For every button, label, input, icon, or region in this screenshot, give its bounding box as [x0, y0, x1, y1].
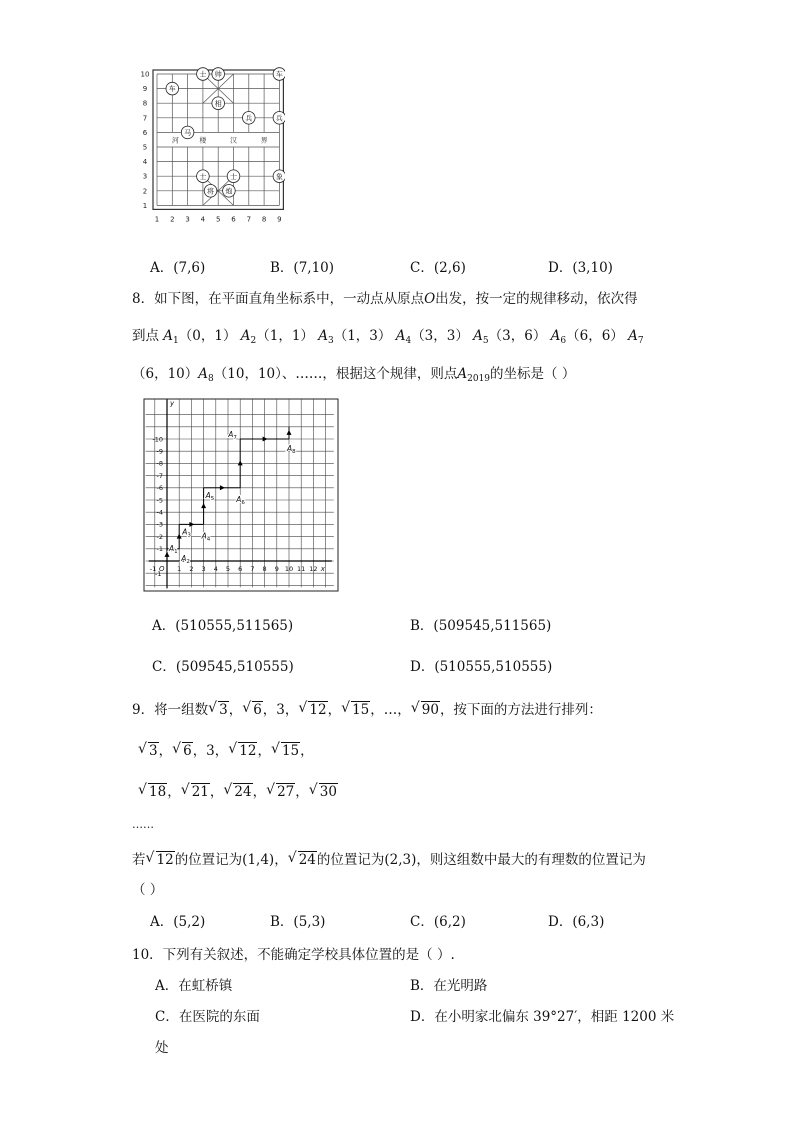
grid-x-tick: 3 — [201, 565, 206, 573]
river-char: 汉 — [230, 136, 237, 145]
grid-y-tick: -7 — [156, 471, 163, 480]
chess-y-tick: 6 — [142, 128, 148, 137]
origin-label: O — [159, 565, 165, 573]
path-arrow — [189, 522, 194, 527]
chess-y-tick: 3 — [142, 172, 148, 181]
q8-stem-line2: 到点 $A_1(0$，1） $A_2(1$，1） $A_3(1$，3） $A_4(3$，3） $A_5(3$，6） $A_6(6$，6） $A_7$ — [132, 328, 644, 346]
chess-x-tick: 8 — [261, 215, 267, 224]
q9-condition: 若√ 12的位置记为(1,4)，√ 24的位置记为(2,3)，则这组数中最大的有理数的位置记为 — [132, 848, 646, 868]
river-char: 楼 — [199, 136, 207, 145]
grid-x-tick: 7 — [250, 565, 255, 573]
chess-piece-label: 士 — [199, 70, 207, 79]
grid-y-tick: -4 — [156, 508, 163, 517]
chess-x-tick: 5 — [215, 215, 221, 224]
point-label: $A_2$ — [181, 553, 190, 565]
chess-piece-label: 车 — [275, 70, 283, 79]
q9-option-b[interactable]: B．(5,3) — [270, 914, 326, 930]
chess-x-tick: 2 — [170, 215, 175, 224]
q8-option-d[interactable]: D．(510555,510555) — [410, 659, 553, 675]
point-label-sub: 8 — [292, 449, 296, 455]
grid-x-tick: 12 — [309, 565, 318, 573]
grid-y-tick: -8 — [156, 459, 163, 468]
point-label: $A_5$ — [205, 490, 215, 502]
q9-stem: 9．将一组数√ 3，√ 6，3，√ 12，√ 15，…，√ 90，按下面的方法进行排列： — [132, 698, 602, 718]
chess-y-tick: 4 — [142, 158, 148, 167]
grid-y-tick: -6 — [156, 484, 163, 493]
chess-x-tick: 1 — [154, 215, 160, 224]
path-arrow — [238, 460, 243, 465]
point-label-sub: 1 — [174, 548, 178, 555]
q10-option-b[interactable]: B．在光明路 — [410, 978, 488, 994]
chess-x-tick: 9 — [277, 215, 282, 224]
point-label: $A_1$ — [169, 543, 178, 555]
chess-y-tick: 2 — [142, 187, 148, 196]
q7-option-c[interactable]: C．(2,6) — [410, 260, 466, 276]
grid-x-tick: 1 — [177, 565, 182, 573]
grid-x-tick: 6 — [238, 565, 243, 573]
q10-option-a[interactable]: A．在虹桥镇 — [155, 978, 233, 994]
chess-y-tick: 5 — [142, 143, 148, 152]
chess-piece-label: 兵 — [275, 114, 283, 123]
q10-option-d[interactable]: D．在小明家北偏东 39°27′，相距 1200 米 — [410, 1009, 675, 1025]
grid-y-tick: -2 — [156, 532, 163, 541]
chess-y-tick: 10 — [140, 70, 150, 79]
neg-y-tick: -1 — [155, 570, 162, 579]
path-arrow — [177, 534, 182, 539]
q8-option-b[interactable]: B．(509545,511565) — [410, 618, 552, 634]
chess-y-tick: 7 — [142, 114, 148, 123]
chess-piece-label: 相 — [214, 99, 222, 108]
grid-x-tick: 9 — [274, 565, 279, 573]
q8-option-c[interactable]: C．(509545,510555) — [152, 659, 294, 675]
point-label: $A_3$ — [182, 527, 191, 539]
point-label-sub: 3 — [187, 532, 191, 539]
chess-piece-label: 将 — [207, 187, 215, 196]
grid-x-tick: 2 — [189, 565, 194, 573]
chess-x-tick: 3 — [185, 215, 190, 224]
point-label: $A_8$ — [287, 444, 296, 455]
path-arrow — [263, 437, 268, 442]
chess-piece-label: 马 — [184, 129, 192, 137]
chess-piece-label: 帅 — [214, 70, 222, 79]
point-label-sub: 5 — [210, 495, 215, 502]
chess-y-tick: 8 — [142, 99, 148, 108]
q8-stem-line3: （6，$10)A_8(10$，10）、……，根据这个规律，则点$A_{2019}$的坐标是（ ） — [132, 366, 576, 384]
chess-y-tick: 1 — [142, 201, 148, 210]
chess-piece-label: 车 — [168, 85, 176, 94]
q8-stem-line1: 8．如下图，在平面直角坐标系中，一动点从原点O出发，按一定的规律移动，依次得 — [132, 291, 638, 307]
grid-x-tick: 11 — [297, 565, 306, 573]
chess-piece-label: 炮 — [225, 187, 233, 196]
point-label-sub: 6 — [241, 499, 245, 506]
grid-y-tick: -3 — [156, 520, 163, 529]
grid-x-tick: 8 — [262, 565, 267, 573]
movement-path — [165, 427, 297, 565]
river-char: 河 — [171, 136, 179, 145]
coordinate-grid-figure — [143, 398, 341, 594]
q7-option-a[interactable]: A．(7,6) — [150, 260, 206, 276]
q9-option-d[interactable]: D．(6,3) — [548, 914, 605, 930]
point-label-sub: 7 — [233, 435, 237, 441]
grid-y-tick: -9 — [156, 447, 163, 456]
grid-x-tick: 4 — [213, 565, 218, 573]
point-label: $A_6$ — [236, 494, 245, 506]
q9-row1: √ 3，√ 6，3，√ 12，√ 15， — [138, 739, 314, 759]
path-arrow — [201, 503, 206, 508]
grid-y-tick: -10 — [152, 435, 163, 444]
chess-board-figure — [135, 62, 285, 242]
point-label: $A_7$ — [228, 430, 237, 441]
q8-option-a[interactable]: A．(510555,511565) — [152, 618, 294, 634]
point-label-sub: 4 — [206, 536, 211, 543]
path-arrow — [287, 430, 292, 435]
river-char: 界 — [260, 136, 268, 145]
x-axis-label: x — [320, 565, 325, 573]
point-label-sub: 2 — [186, 558, 190, 565]
q7-option-b[interactable]: B．(7,10) — [270, 260, 335, 276]
chess-y-tick: 9 — [142, 85, 148, 94]
q10-stem: 10．下列有关叙述，不能确定学校具体位置的是（ ）. — [132, 947, 455, 963]
grid-y-tick: -1 — [156, 545, 163, 554]
q10-option-d-tail: 处 — [155, 1040, 169, 1056]
q9-answer-paren: （ ） — [132, 882, 164, 898]
chess-x-tick: 7 — [246, 215, 252, 224]
chess-piece-label: 兵 — [245, 114, 253, 123]
q10-option-c[interactable]: C．在医院的东面 — [155, 1009, 260, 1025]
q9-ellipsis: …… — [132, 818, 154, 831]
grid-x-tick: 10 — [284, 565, 294, 573]
q9-option-a[interactable]: A．(5,2) — [150, 914, 206, 930]
neg-x-tick: -1 — [149, 565, 157, 573]
q7-option-d[interactable]: D．(3,10) — [548, 260, 613, 276]
chess-piece-label: 士 — [230, 172, 237, 181]
point-label: $A_4$ — [201, 531, 211, 543]
chess-piece-label: 士 — [199, 172, 207, 181]
y-axis-label: y — [170, 399, 175, 408]
chess-x-tick: 4 — [200, 215, 206, 224]
q9-option-c[interactable]: C．(6,2) — [410, 914, 466, 930]
path-arrow — [220, 485, 225, 490]
grid-y-tick: -5 — [156, 496, 163, 505]
q9-row2: √ 18，√ 21，√ 24，√ 27，√ 30 — [138, 780, 338, 800]
chess-x-tick: 6 — [231, 215, 236, 224]
chess-piece-label: 象 — [275, 172, 283, 181]
grid-x-tick: 5 — [225, 565, 231, 573]
